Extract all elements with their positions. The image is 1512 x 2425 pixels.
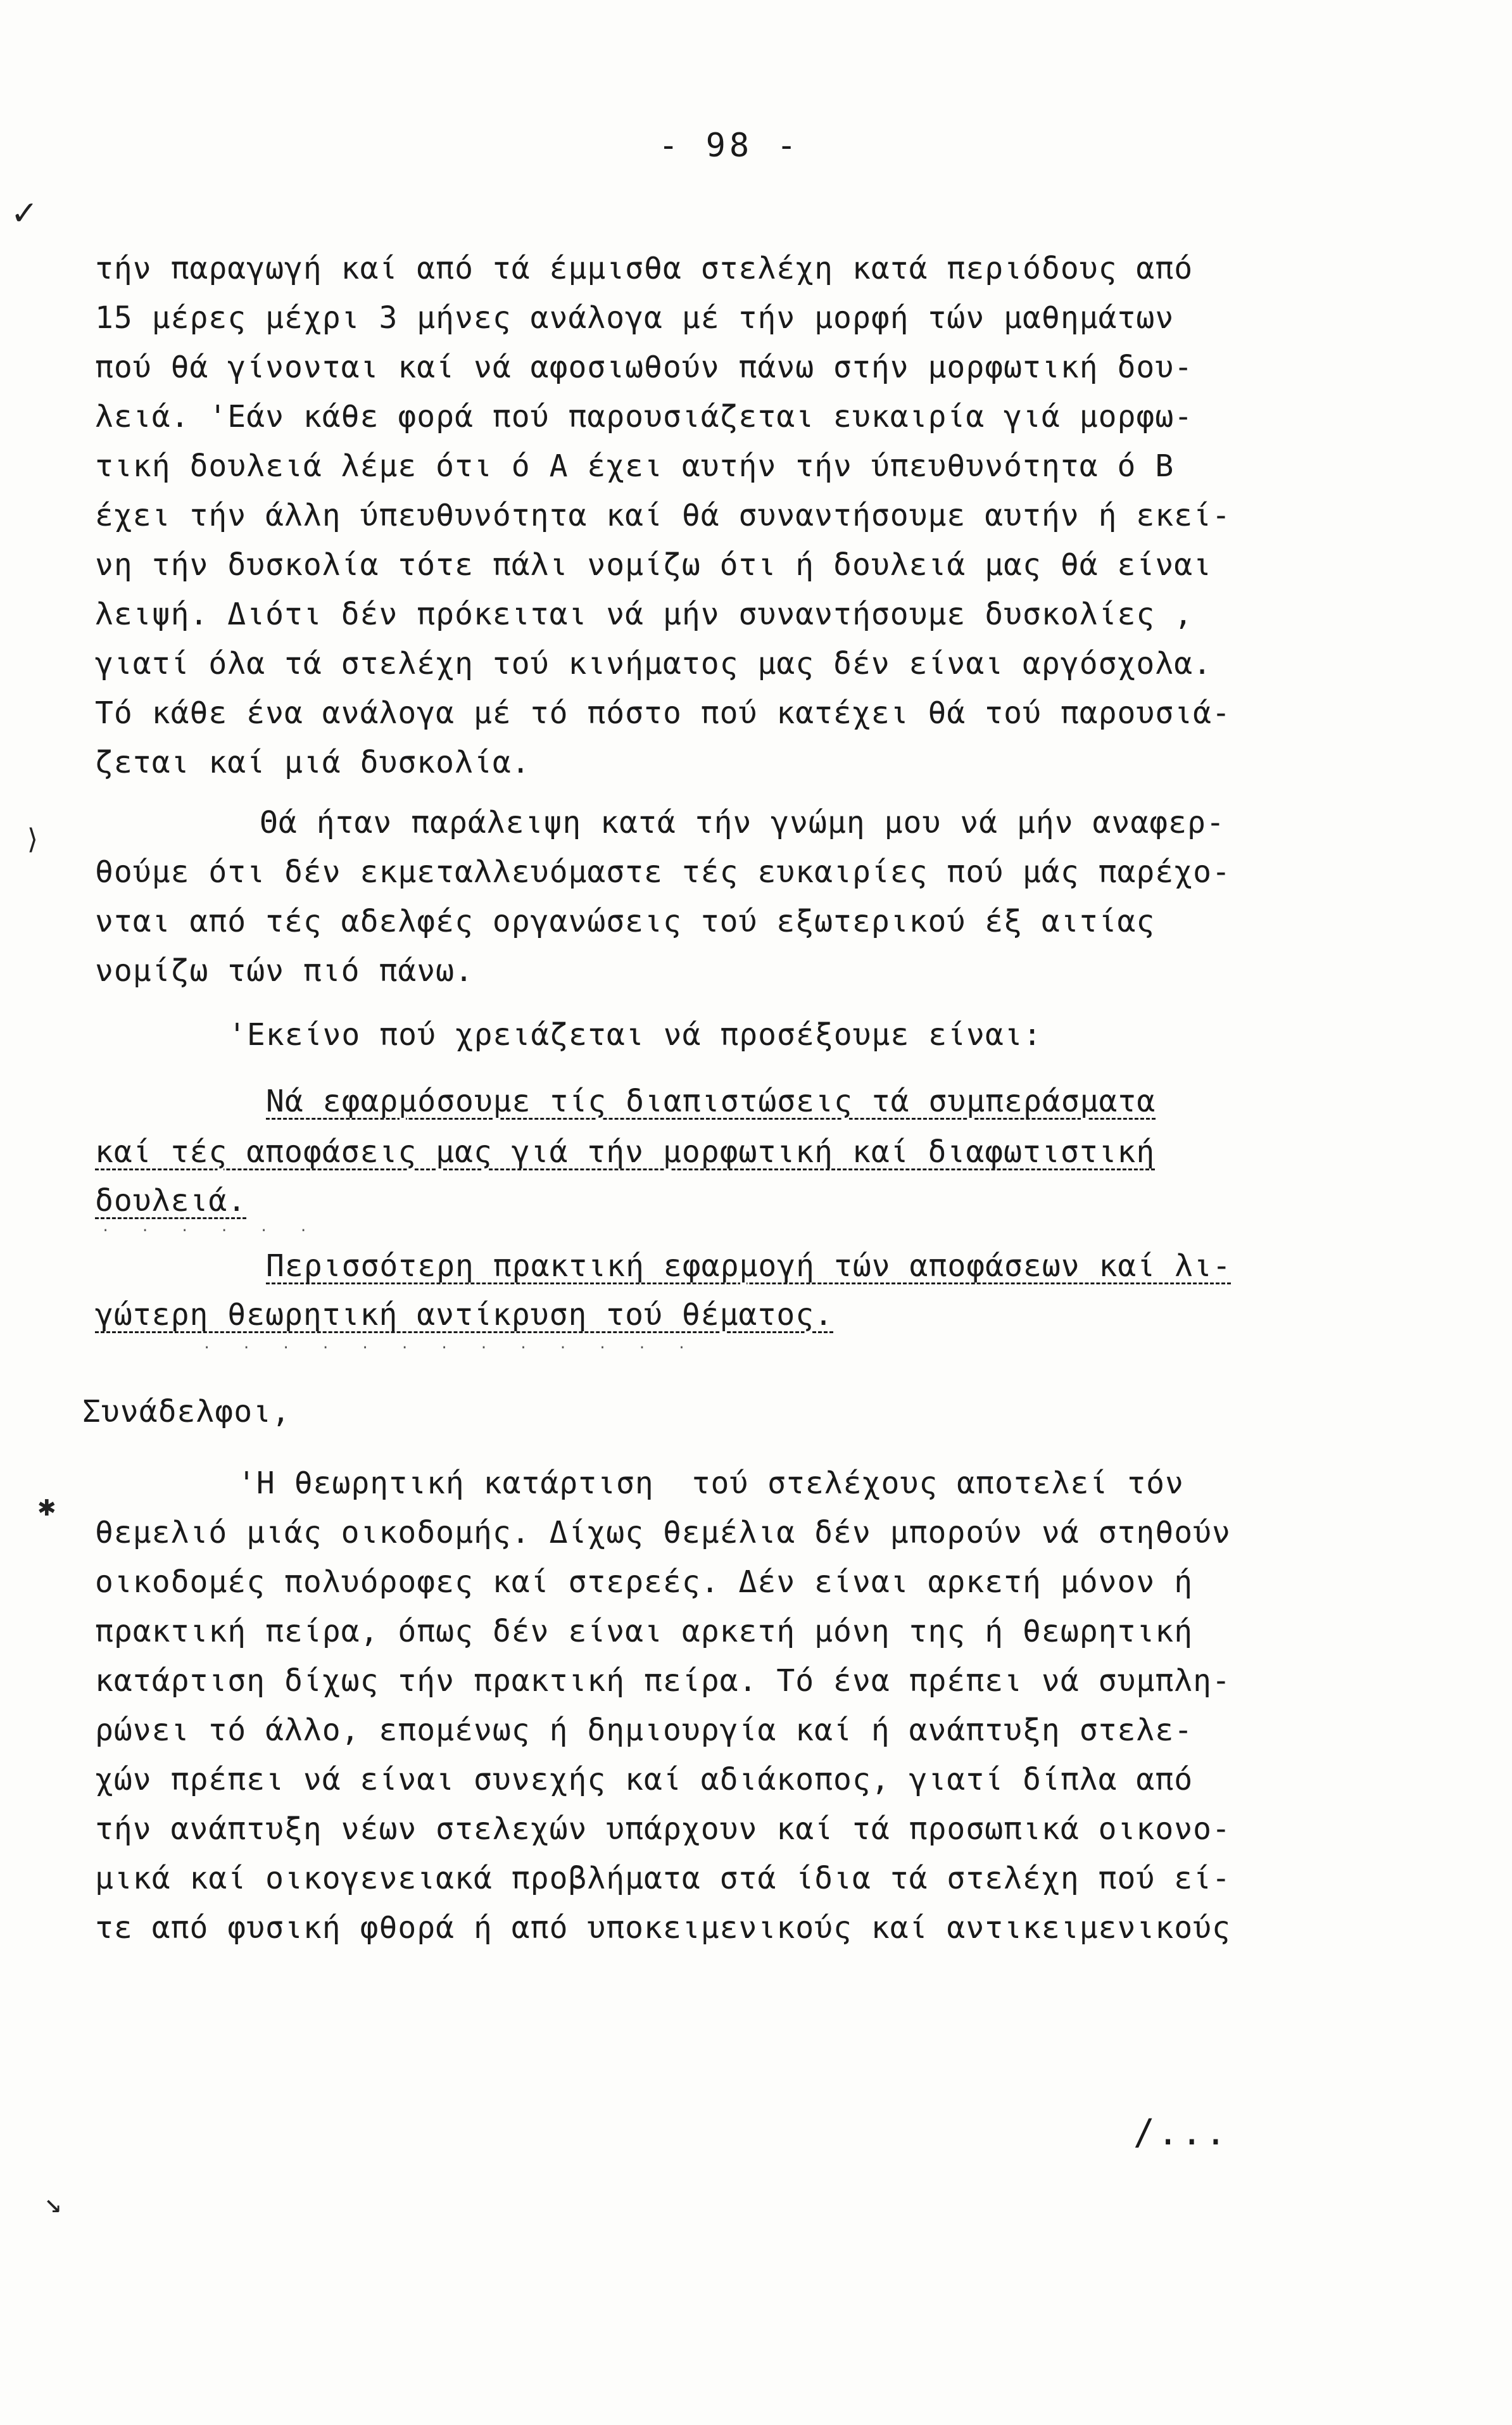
text-line: τήν ανάπτυξη νέων στελεχών υπάρχουν καί τά προσωπικά οικονο- [95,1811,1231,1847]
text-line: νομίζω τών πιό πάνω. [95,953,474,989]
text-line: πρακτική πείρα, όπως δέν είναι αρκετή μόνη της ή θεωρητική [95,1614,1194,1649]
text-line: Περισσότερη πρακτική εφαρμογή τών αποφάσεων καί λι- [266,1248,1232,1284]
text-line: θούμε ότι δέν εκμεταλλευόμαστε τές ευκαιρίες πού μάς παρέχο- [95,854,1231,890]
text-line: κατάρτιση δίχως τήν πρακτική πείρα. Τό ένα πρέπει νά συμπλη- [95,1663,1231,1699]
text-line: τε από φυσική φθορά ή από υποκειμενικούς καί αντικειμενικούς [95,1910,1231,1946]
text-line: τική δουλειά λέμε ότι ό Α έχει αυτήν τήν ύπευθυνότητα ό Β [95,448,1175,484]
margin-arrow-mark: ⟩ [24,823,41,856]
text-line: λειψή. Διότι δέν πρόκειται νά μήν συναντήσουμε δυσκολίες , [95,597,1194,632]
page-number: - 98 - [658,127,800,165]
text-line: πού θά γίνονται καί νά αφοσιωθούν πάνω στήν μορφωτική δου- [95,350,1194,385]
text-line: Θά ήταν παράλειψη κατά τήν γνώμη μου νά μήν αναφερ- [260,805,1225,840]
intro-line: 'Εκείνο πού χρειάζεται νά προσέξουμε είναι: [228,1017,1042,1053]
text-line: 15 μέρες μέχρι 3 μήνες ανάλογα μέ τήν μορφή τών μαθημάτων [95,300,1175,336]
text-line: καί τές αποφάσεις μας γιά τήν μορφωτική καί διαφωτιστική [95,1134,1156,1170]
text-line: νται από τές αδελφές οργανώσεις τού εξωτερικού έξ αιτίας [95,904,1156,939]
continuation-mark: /... [1133,2112,1229,2153]
salutation: Συνάδελφοι, [82,1394,291,1429]
text-line: γιατί όλα τά στελέχη τού κινήματος μας δέν είναι αργόσχολα. [95,646,1213,681]
text-line: έχει τήν άλλη ύπευθυνότητα καί θά συναντήσουμε αυτήν ή εκεί- [95,498,1231,533]
margin-tick-mark: ✓ [13,190,36,234]
text-line: δουλειά. [95,1183,247,1219]
text-line: 'Η θεωρητική κατάρτιση τού στελέχους αποτελεί τόν [237,1466,1184,1501]
margin-corner-mark: ↘ [44,2185,62,2219]
text-line: Τό κάθε ένα ανάλογα μέ τό πόστο πού κατέχει θά τού παρουσιά- [95,695,1231,731]
text-line: τήν παραγωγή καί από τά έμμισθα στελέχη κατά περιόδους από [95,251,1194,286]
text-line: μικά καί οικογενειακά προβλήματα στά ίδια τά στελέχη πού εί- [95,1861,1231,1896]
text-line: θεμελιό μιάς οικοδομής. Δίχως θεμέλια δέν μπορούν νά στηθούν [95,1515,1231,1550]
text-line: χών πρέπει νά είναι συνεχής καί αδιάκοπος, γιατί δίπλα από [95,1762,1194,1797]
text-line: νη τήν δυσκολία τότε πάλι νομίζω ότι ή δουλειά μας θά είναι [95,547,1213,583]
text-line: ρώνει τό άλλο, επομένως ή δημιουργία καί ή ανάπτυξη στελε- [95,1713,1194,1748]
decorative-dots: . . . . . . . . . . . . . [203,1336,698,1352]
text-line: οικοδομές πολυόροφες καί στερεές. Δέν είναι αρκετή μόνον ή [95,1564,1194,1600]
margin-star-mark: ✱ [38,1488,56,1523]
text-line: ζεται καί μιά δυσκολία. [95,745,531,780]
decorative-dots: . . . . . . [101,1219,319,1235]
text-line: λειά. 'Εάν κάθε φορά πού παρουσιάζεται ευκαιρία γιά μορφω- [95,399,1194,434]
text-line: Νά εφαρμόσουμε τίς διαπιστώσεις τά συμπεράσματα [266,1084,1156,1119]
text-line: γώτερη θεωρητική αντίκρυση τού θέματος. [95,1297,834,1333]
